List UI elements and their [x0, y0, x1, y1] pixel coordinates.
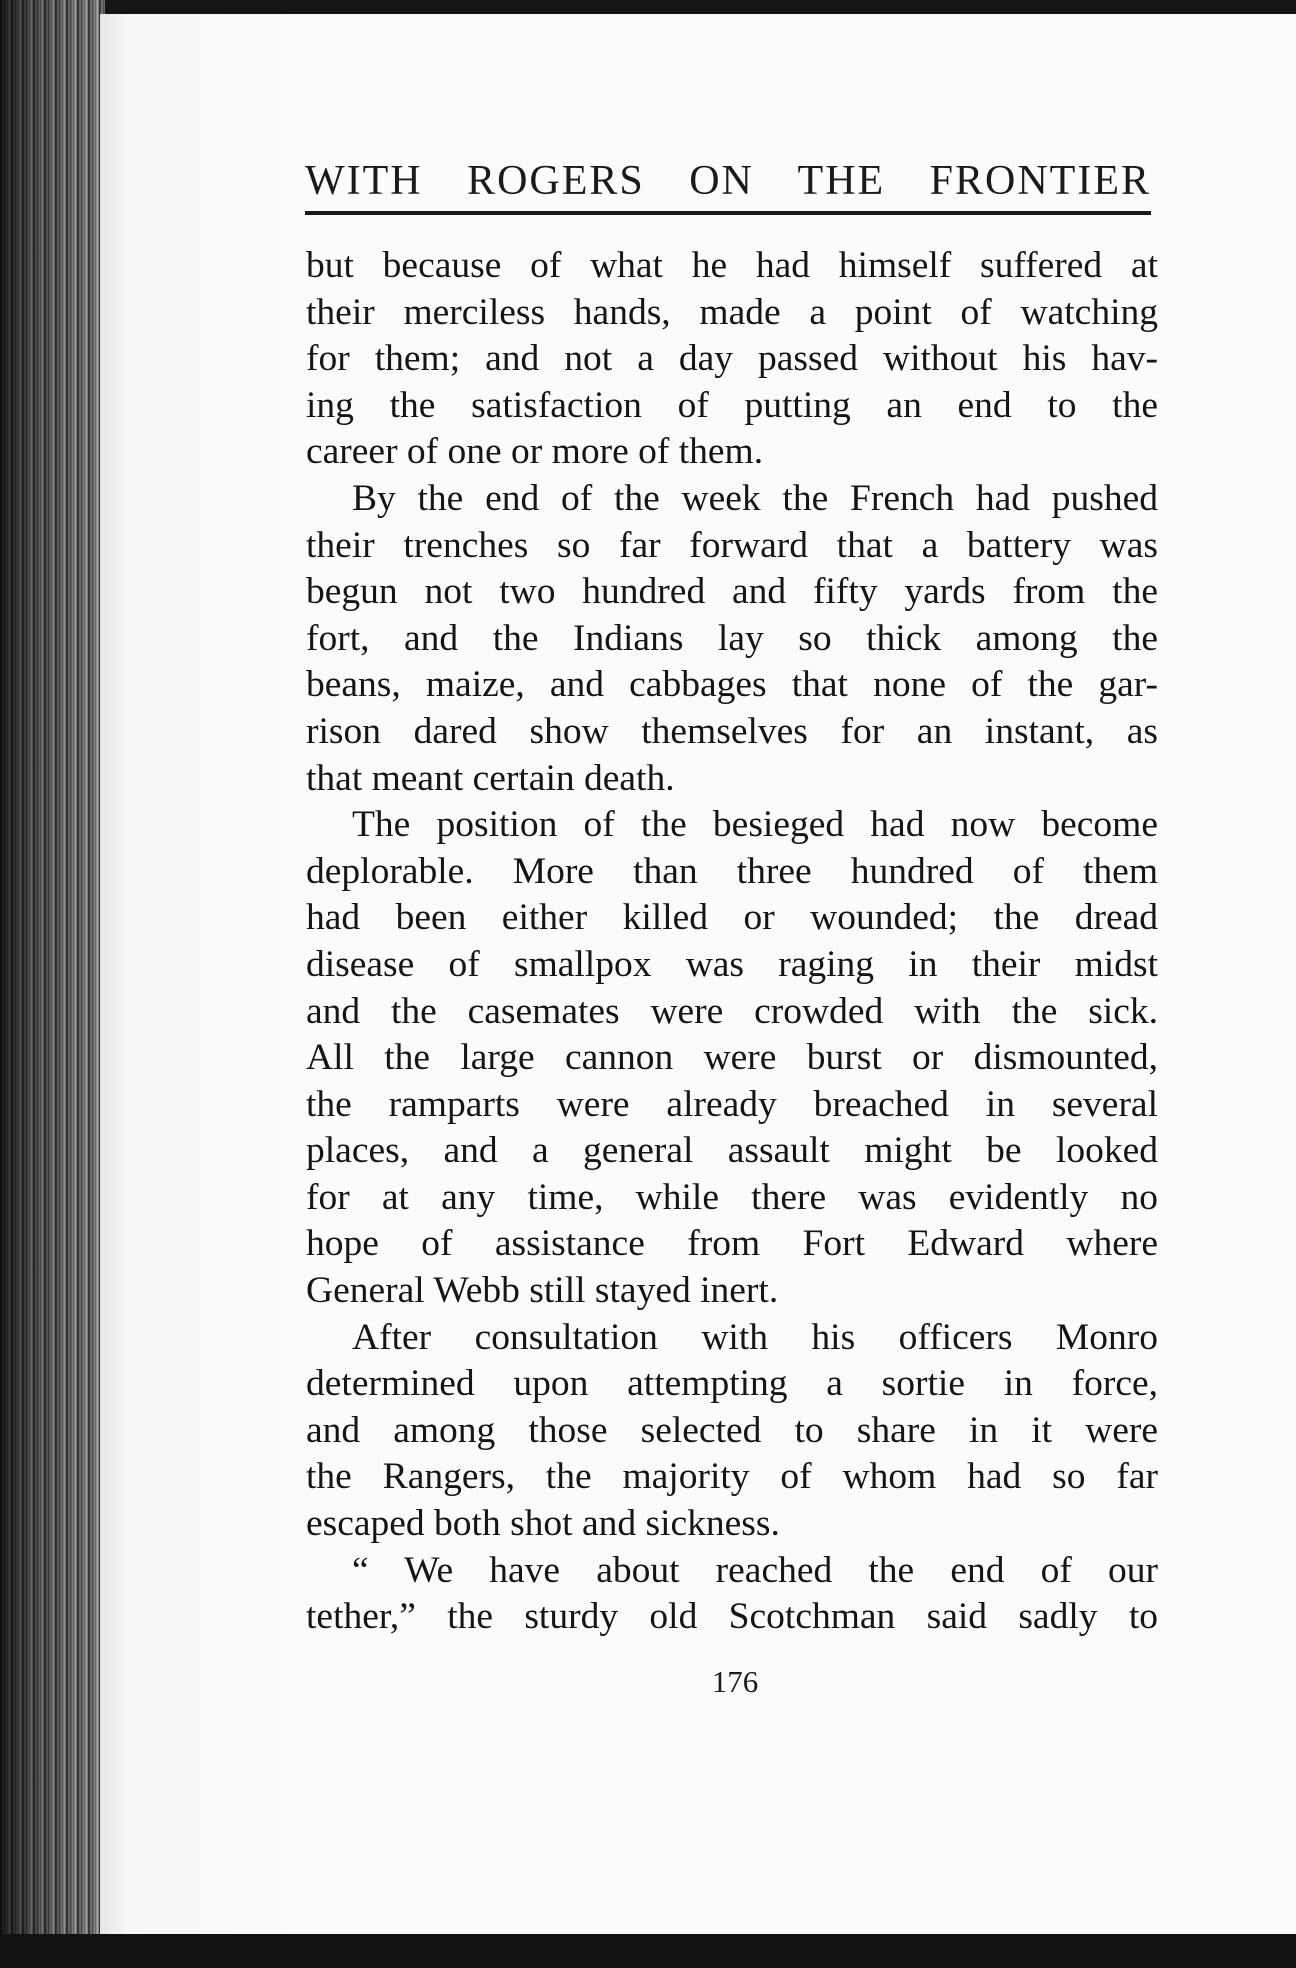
paragraph-first-line: The position of the besieged had now become	[352, 804, 1158, 846]
text-line: rison dared show themselves for an instant, as	[306, 710, 1158, 752]
text-line: but because of what he had himself suffered at	[306, 245, 1158, 286]
text-line: had been either killed or wounded; the dread	[306, 897, 1158, 939]
text-line: All the large cannon were burst or dismounted,	[306, 1037, 1158, 1079]
text-line: General Webb still stayed inert.	[306, 1270, 779, 1312]
scan-top-edge	[0, 0, 1296, 14]
text-line: the ramparts were already breached in several	[306, 1083, 1158, 1125]
text-line: their trenches so far forward that a battery was	[306, 524, 1158, 566]
text-line: and among those selected to share in it were	[306, 1409, 1158, 1451]
gutter-shadow	[0, 0, 105, 1968]
paragraph-first-line: “ We have about reached the end of our	[352, 1549, 1158, 1591]
running-head: WITH ROGERS ON THE FRONTIER	[305, 158, 1151, 204]
text-line: the Rangers, the majority of whom had so far	[306, 1456, 1158, 1498]
page-number: 176	[711, 1664, 759, 1699]
body-text	[306, 243, 1158, 1641]
paragraph-first-line: By the end of the week the French had pushed	[352, 477, 1158, 519]
text-line: career of one or more of them.	[306, 431, 764, 473]
text-line: for them; and not a day passed without his hav-	[306, 338, 1158, 380]
text-line: hope of assistance from Fort Edward where	[306, 1223, 1158, 1265]
text-line: that meant certain death.	[306, 757, 675, 799]
scan-bottom-edge	[0, 1934, 1296, 1968]
text-line: and the casemates were crowded with the sick.	[306, 990, 1158, 1032]
text-line: their merciless hands, made a point of watching	[306, 291, 1158, 333]
text-line: beans, maize, and cabbages that none of the gar-	[306, 664, 1158, 706]
text-line: tether,” the sturdy old Scotchman said sadly to	[306, 1596, 1158, 1638]
text-line: disease of smallpox was raging in their midst	[306, 943, 1158, 985]
text-line: fort, and the Indians lay so thick among the	[306, 617, 1158, 659]
text-line: escaped both shot and sickness.	[306, 1503, 780, 1545]
paragraph-first-line: After consultation with his officers Monro	[352, 1316, 1158, 1358]
text-line: places, and a general assault might be looked	[306, 1130, 1158, 1172]
running-head-rule	[305, 211, 1151, 215]
text-line: ing the satisfaction of putting an end to the	[306, 384, 1158, 426]
text-line: for at any time, while there was evidently no	[306, 1176, 1158, 1218]
text-line: determined upon attempting a sortie in force,	[306, 1363, 1158, 1405]
text-line: deplorable. More than three hundred of them	[306, 850, 1158, 892]
text-line: begun not two hundred and fifty yards from the	[306, 571, 1158, 613]
